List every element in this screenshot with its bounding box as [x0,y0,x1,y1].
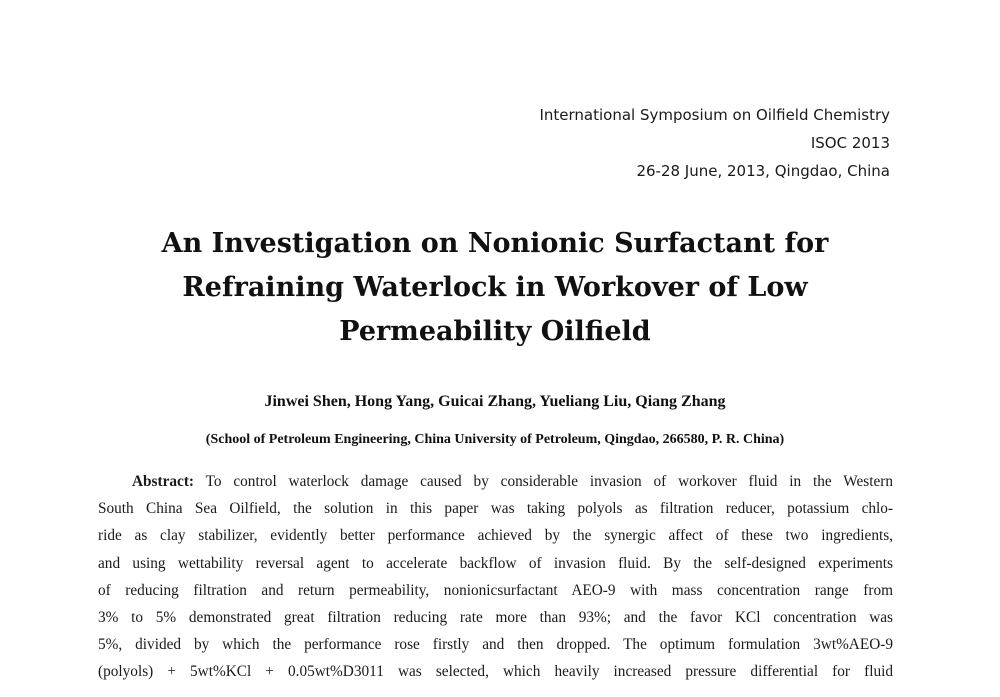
abstract-text: To control waterlock damage caused by considerable invasion of workover fluid in the Western [205,473,893,490]
abstract [98,468,893,686]
conference-code: ISOC 2013 [810,134,890,152]
abstract-line: of reducing filtration and return permeability, nonionicsurfactant AEO-9 with mass concentration range from [98,581,893,599]
title-line: Permeability Oilfield [339,316,651,347]
affiliation: (School of Petroleum Engineering, China University of Petroleum, Qingdao, 266580, P. R. China) [205,432,785,447]
title-line: Refraining Waterlock in Workover of Low [182,272,808,303]
conference-name: International Symposium on Oilfield Chemistry [539,106,890,124]
abstract-label: Abstract: [132,473,195,490]
abstract-line: 5%, divided by which the performance rose firstly and then dropped. The optimum formulation 3wt%AEO-9 [98,636,893,654]
title-line: An Investigation on Nonionic Surfactant for [161,228,829,259]
conference-header [539,101,890,185]
paper-title [0,222,990,354]
conference-date-place: 26-28 June, 2013, Qingdao, China [636,162,890,180]
abstract-line [98,468,893,495]
abstract-line: ride as clay stabilizer, evidently better performance achieved by the synergic affect of these two ingredients, [98,527,893,545]
abstract-line: (polyols) + 5wt%KCl + 0.05wt%D3011 was selected, which heavily increased pressure differential for fluid [98,663,893,681]
abstract-line: South China Sea Oilfield, the solution in this paper was taking polyols as filtration reducer, potassium chlo- [98,500,893,518]
author-list: Jinwei Shen, Hong Yang, Guicai Zhang, Yueliang Liu, Qiang Zhang [264,393,726,410]
abstract-line: and using wettability reversal agent to accelerate backflow of invasion fluid. By the self-designed experiments [98,554,893,572]
abstract-line: 3% to 5% demonstrated great filtration reducing rate more than 93%; and the favor KCl concentration was [98,609,893,627]
